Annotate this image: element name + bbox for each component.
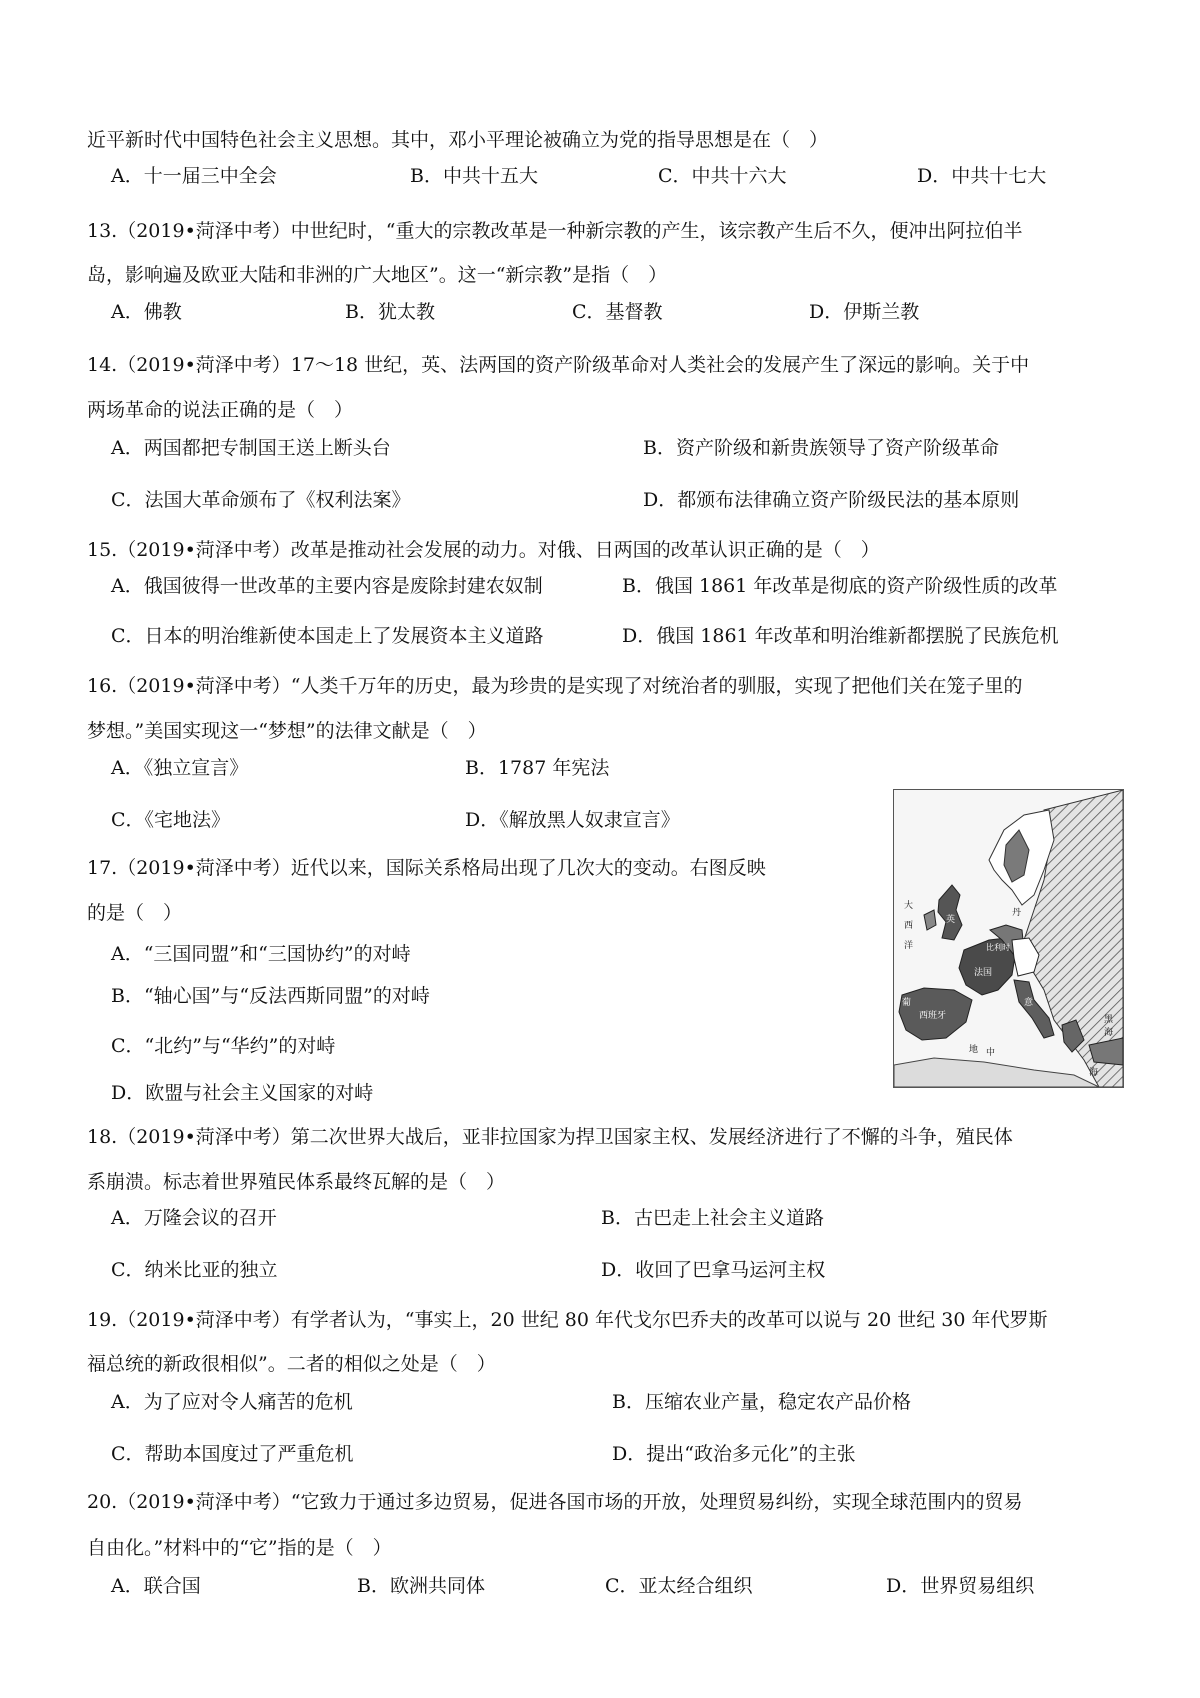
q14-stem-line-2: 两场革命的说法正确的是（ ） [87,399,354,421]
map-label-2: 洋 [904,941,914,951]
map-label-12: 丹 [1012,908,1022,918]
q13-option-b: B．犹太教 [345,301,435,323]
map-label-3: 英 [946,915,956,925]
q15-stem-line-1: 15.（2019•菏泽中考）改革是推动社会发展的动力。对俄、日两国的改革认识正确的是（ ） [87,539,880,561]
q16-stem-line-2: 梦想。”美国实现这一“梦想”的法律文献是（ ） [87,720,487,742]
map-label-4: 法国 [974,968,993,978]
q19-stem-line-1: 19.（2019•菏泽中考）有学者认为，“事实上，20 世纪 80 年代戈尔巴乔夫的改革可以说与 20 世纪 30 年代罗斯 [87,1309,1048,1331]
map-label-11: 比利时 [986,943,1010,952]
q19-stem-line-2: 福总统的新政很相似”。二者的相似之处是（ ） [87,1353,496,1375]
q20-option-b: B．欧洲共同体 [357,1575,485,1597]
q12-stem-line: 近平新时代中国特色社会主义思想。其中，邓小平理论被确立为党的指导思想是在（ ） [87,129,829,151]
q19-option-d: D．提出“政治多元化”的主张 [612,1443,856,1465]
map-label-10: 海 [1104,1028,1114,1038]
q14-stem-line-1: 14.（2019•菏泽中考）17～18 世纪，英、法两国的资产阶级革命对人类社会的发展产生了深远的影响。关于中 [87,354,1030,376]
q20-option-c: C．亚太经合组织 [605,1575,753,1597]
q17-option-d: D．欧盟与社会主义国家的对峙 [111,1082,374,1104]
q13-option-a: A．佛教 [111,301,182,323]
map-label-5: 西班牙 [919,1011,947,1021]
map-label-14: 意 [1024,998,1034,1008]
q18-option-a: A．万隆会议的召开 [111,1207,277,1229]
q15-option-c: C．日本的明治维新使本国走上了发展资本主义道路 [111,625,544,647]
q17-stem-line-1: 17.（2019•菏泽中考）近代以来，国际关系格局出现了几次大的变动。右图反映 [87,857,766,879]
q18-option-c: C．纳米比亚的独立 [111,1259,278,1281]
map-label-7: 中 [986,1048,996,1058]
q15-option-a: A．俄国彼得一世改革的主要内容是废除封建农奴制 [111,575,543,597]
europe-map-figure [893,789,1124,1088]
q15-option-d: D．俄国 1861 年改革和明治维新都摆脱了民族危机 [622,625,1059,647]
q20-stem-line-1: 20.（2019•菏泽中考）“它致力于通过多边贸易，促进各国市场的开放，处理贸易纠纷，实现全球范围内的贸易 [87,1491,1023,1513]
q13-stem-line-2: 岛，影响遍及欧亚大陆和非洲的广大地区”。这一“新宗教”是指（ ） [87,264,668,286]
map-label-1: 西 [904,921,914,931]
q20-option-a: A．联合国 [111,1575,201,1597]
q15-option-b: B．俄国 1861 年改革是彻底的资产阶级性质的改革 [622,575,1058,597]
q19-option-a: A．为了应对令人痛苦的危机 [111,1391,353,1413]
map-label-9: 黑 [1104,1015,1114,1025]
q17-stem-line-2: 的是（ ） [87,902,183,924]
map-label-13: 葡 [902,998,912,1008]
q20-stem-line-2: 自由化。”材料中的“它”指的是（ ） [87,1537,392,1559]
q12-option-b: B．中共十五大 [410,165,538,187]
q13-stem-line-1: 13.（2019•菏泽中考）中世纪时，“重大的宗教改革是一种新宗教的产生，该宗教产生后不久，便冲出阿拉伯半 [87,220,1023,242]
q14-option-a: A．两国都把专制国王送上断头台 [111,437,391,459]
europe-map-svg [894,790,1123,1087]
q12-option-d: D．中共十七大 [917,165,1047,187]
q13-option-d: D．伊斯兰教 [809,301,920,323]
q16-option-c: C．《宅地法》 [111,809,231,831]
q18-option-d: D．收回了巴拿马运河主权 [601,1259,826,1281]
q18-stem-line-2: 系崩溃。标志着世界殖民体系最终瓦解的是（ ） [87,1171,506,1193]
map-label-0: 大 [904,901,914,911]
q16-option-b: B．1787 年宪法 [465,757,610,779]
q16-stem-line-1: 16.（2019•菏泽中考）“人类千万年的历史，最为珍贵的是实现了对统治者的驯服，实现了把他们关在笼子里的 [87,675,1023,697]
q12-option-c: C．中共十六大 [658,165,787,187]
q20-option-d: D．世界贸易组织 [886,1575,1035,1597]
q19-option-c: C．帮助本国度过了严重危机 [111,1443,354,1465]
q13-option-c: C．基督教 [572,301,663,323]
map-label-6: 地 [969,1045,979,1055]
q12-option-a: A．十一届三中全会 [111,165,277,187]
q18-option-b: B．古巴走上社会主义道路 [601,1207,824,1229]
q17-option-c: C．“北约”与“华约”的对峙 [111,1035,336,1057]
q14-option-b: B．资产阶级和新贵族领导了资产阶级革命 [643,437,999,459]
q17-option-a: A．“三国同盟”和“三国协约”的对峙 [111,943,411,965]
q19-option-b: B．压缩农业产量，稳定农产品价格 [612,1391,911,1413]
q18-stem-line-1: 18.（2019•菏泽中考）第二次世界大战后，亚非拉国家为捍卫国家主权、发展经济进行了不懈的斗争，殖民体 [87,1126,1013,1148]
q16-option-a: A．《独立宣言》 [111,757,249,779]
q14-option-c: C．法国大革命颁布了《权利法案》 [111,489,411,511]
q14-option-d: D．都颁布法律确立资产阶级民法的基本原则 [643,489,1020,511]
q16-option-d: D．《解放黑人奴隶宣言》 [465,809,680,831]
map-label-8: 海 [1089,1068,1099,1078]
q17-option-b: B．“轴心国”与“反法西斯同盟”的对峙 [111,985,430,1007]
